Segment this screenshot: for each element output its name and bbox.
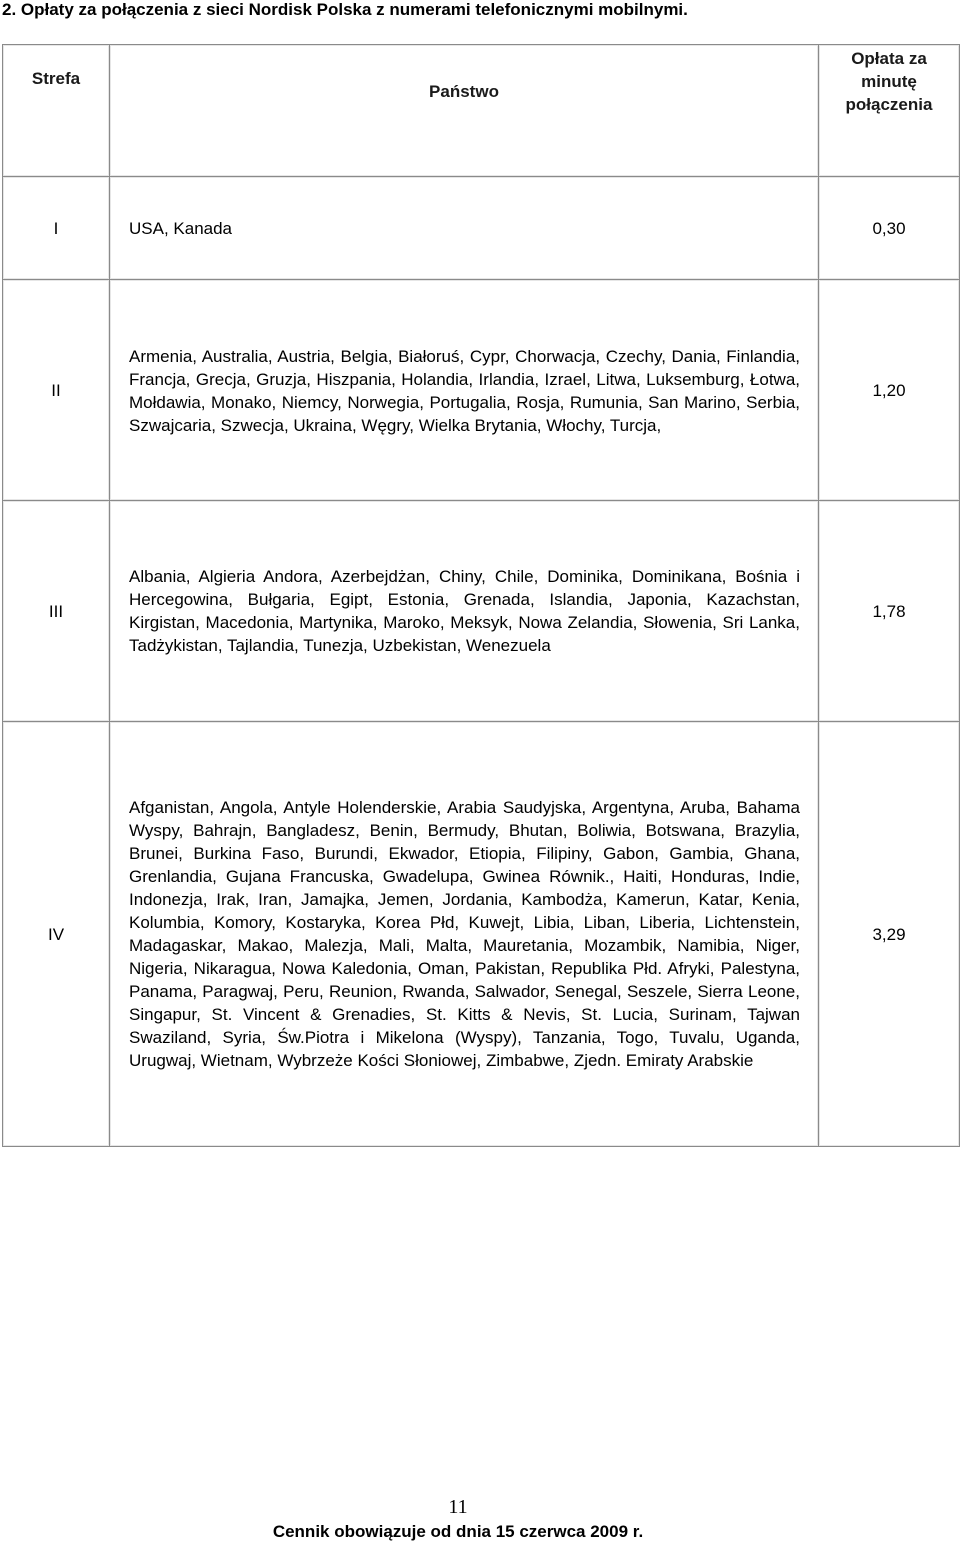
table-row xyxy=(3,177,960,280)
fee-cell: 1,78 xyxy=(819,501,960,722)
section-heading: 2. Opłaty za połączenia z sieci Nordisk Polska z numerami telefonicznymi mobilnymi. xyxy=(2,0,688,19)
zone-cell: III xyxy=(3,501,110,722)
table-header-row xyxy=(3,45,960,177)
zone-cell: IV xyxy=(3,722,110,1147)
countries-cell: USA, Kanada xyxy=(110,177,819,280)
countries-cell: Armenia, Australia, Austria, Belgia, Białoruś, Cypr, Chorwacja, Czechy, Dania, Finlandia, Francja, Grecja, Gruzja, Hiszpania, Holandia, Irlandia, Izrael, Litwa, Luksemburg, Łotwa, Mołdawia, Monako, Niemcy, Norwegia, Portugalia, Rosja, Rumunia, San Marino, Serbia, Szwajcaria, Szwecja, Ukraina, Węgry, Wielka Brytania, Włochy, Turcja, xyxy=(110,280,819,501)
fee-cell: 0,30 xyxy=(819,177,960,280)
rates-table xyxy=(2,44,960,1147)
countries-cell: Afganistan, Angola, Antyle Holenderskie, Arabia Saudyjska, Argentyna, Aruba, Bahama Wyspy, Bahrajn, Bangladesz, Benin, Bermudy, Bhutan, Boliwia, Botswana, Brazylia, Brunei, Burkina Faso, Burundi, Ekwador, Etiopia, Filipiny, Gabon, Gambia, Ghana, Grenlandia, Gujana Francuska, Gwadelupa, Gwinea Równik., Haiti, Honduras, Indie, Indonezja, Irak, Iran, Jamajka, Jemen, Jordania, Kambodża, Kamerun, Katar, Kenia, Kolumbia, Komory, Kostaryka, Korea Płd, Kuwejt, Libia, Liban, Liberia, Lichtenstein, Madagaskar, Makao, Malezja, Mali, Malta, Mauretania, Mozambik, Namibia, Niger, Nigeria, Nikaragua, Nowa Kaledonia, Oman, Pakistan, Republika Płd. Afryki, Palestyna, Panama, Paragwaj, Peru, Reunion, Rwanda, Salwador, Senegal, Seszele, Sierra Leone, Singapur, St. Vincent & Grenadies, St. Kitts & Nevis, St. Lucia, Surinam, Tajwan Swaziland, Syria, Św.Piotra i Mikelona (Wyspy), Tanzania, Togo, Tuvalu, Uganda, Urugwaj, Wietnam, Wybrzeże Kości Słoniowej, Zimbabwe, Zjedn. Emiraty Arabskie xyxy=(110,722,819,1147)
header-country: Państwo xyxy=(110,45,819,177)
table-row xyxy=(3,501,960,722)
fee-cell: 1,20 xyxy=(819,280,960,501)
table-row xyxy=(3,722,960,1147)
page-number: 11 xyxy=(448,1496,468,1518)
countries-cell: Albania, Algieria Andora, Azerbejdżan, Chiny, Chile, Dominika, Dominikana, Bośnia i Hercegowina, Bułgaria, Egipt, Estonia, Grenada, Islandia, Japonia, Kazachstan, Kirgistan, Macedonia, Martynika, Maroko, Meksyk, Nowa Zelandia, Słowenia, Sri Lanka, Tadżykistan, Tajlandia, Tunezja, Uzbekistan, Wenezuela xyxy=(110,501,819,722)
footer-note: Cennik obowiązuje od dnia 15 czerwca 2009 r. xyxy=(272,1522,644,1541)
header-fee-line2: minutę xyxy=(861,72,917,91)
fee-cell: 3,29 xyxy=(819,722,960,1147)
zone-cell: I xyxy=(3,177,110,280)
header-fee-line1: Opłata za xyxy=(851,49,927,68)
table-row xyxy=(3,280,960,501)
header-fee-line3: połączenia xyxy=(845,95,933,114)
header-zone: Strefa xyxy=(3,45,110,177)
header-fee xyxy=(819,45,960,177)
zone-cell: II xyxy=(3,280,110,501)
